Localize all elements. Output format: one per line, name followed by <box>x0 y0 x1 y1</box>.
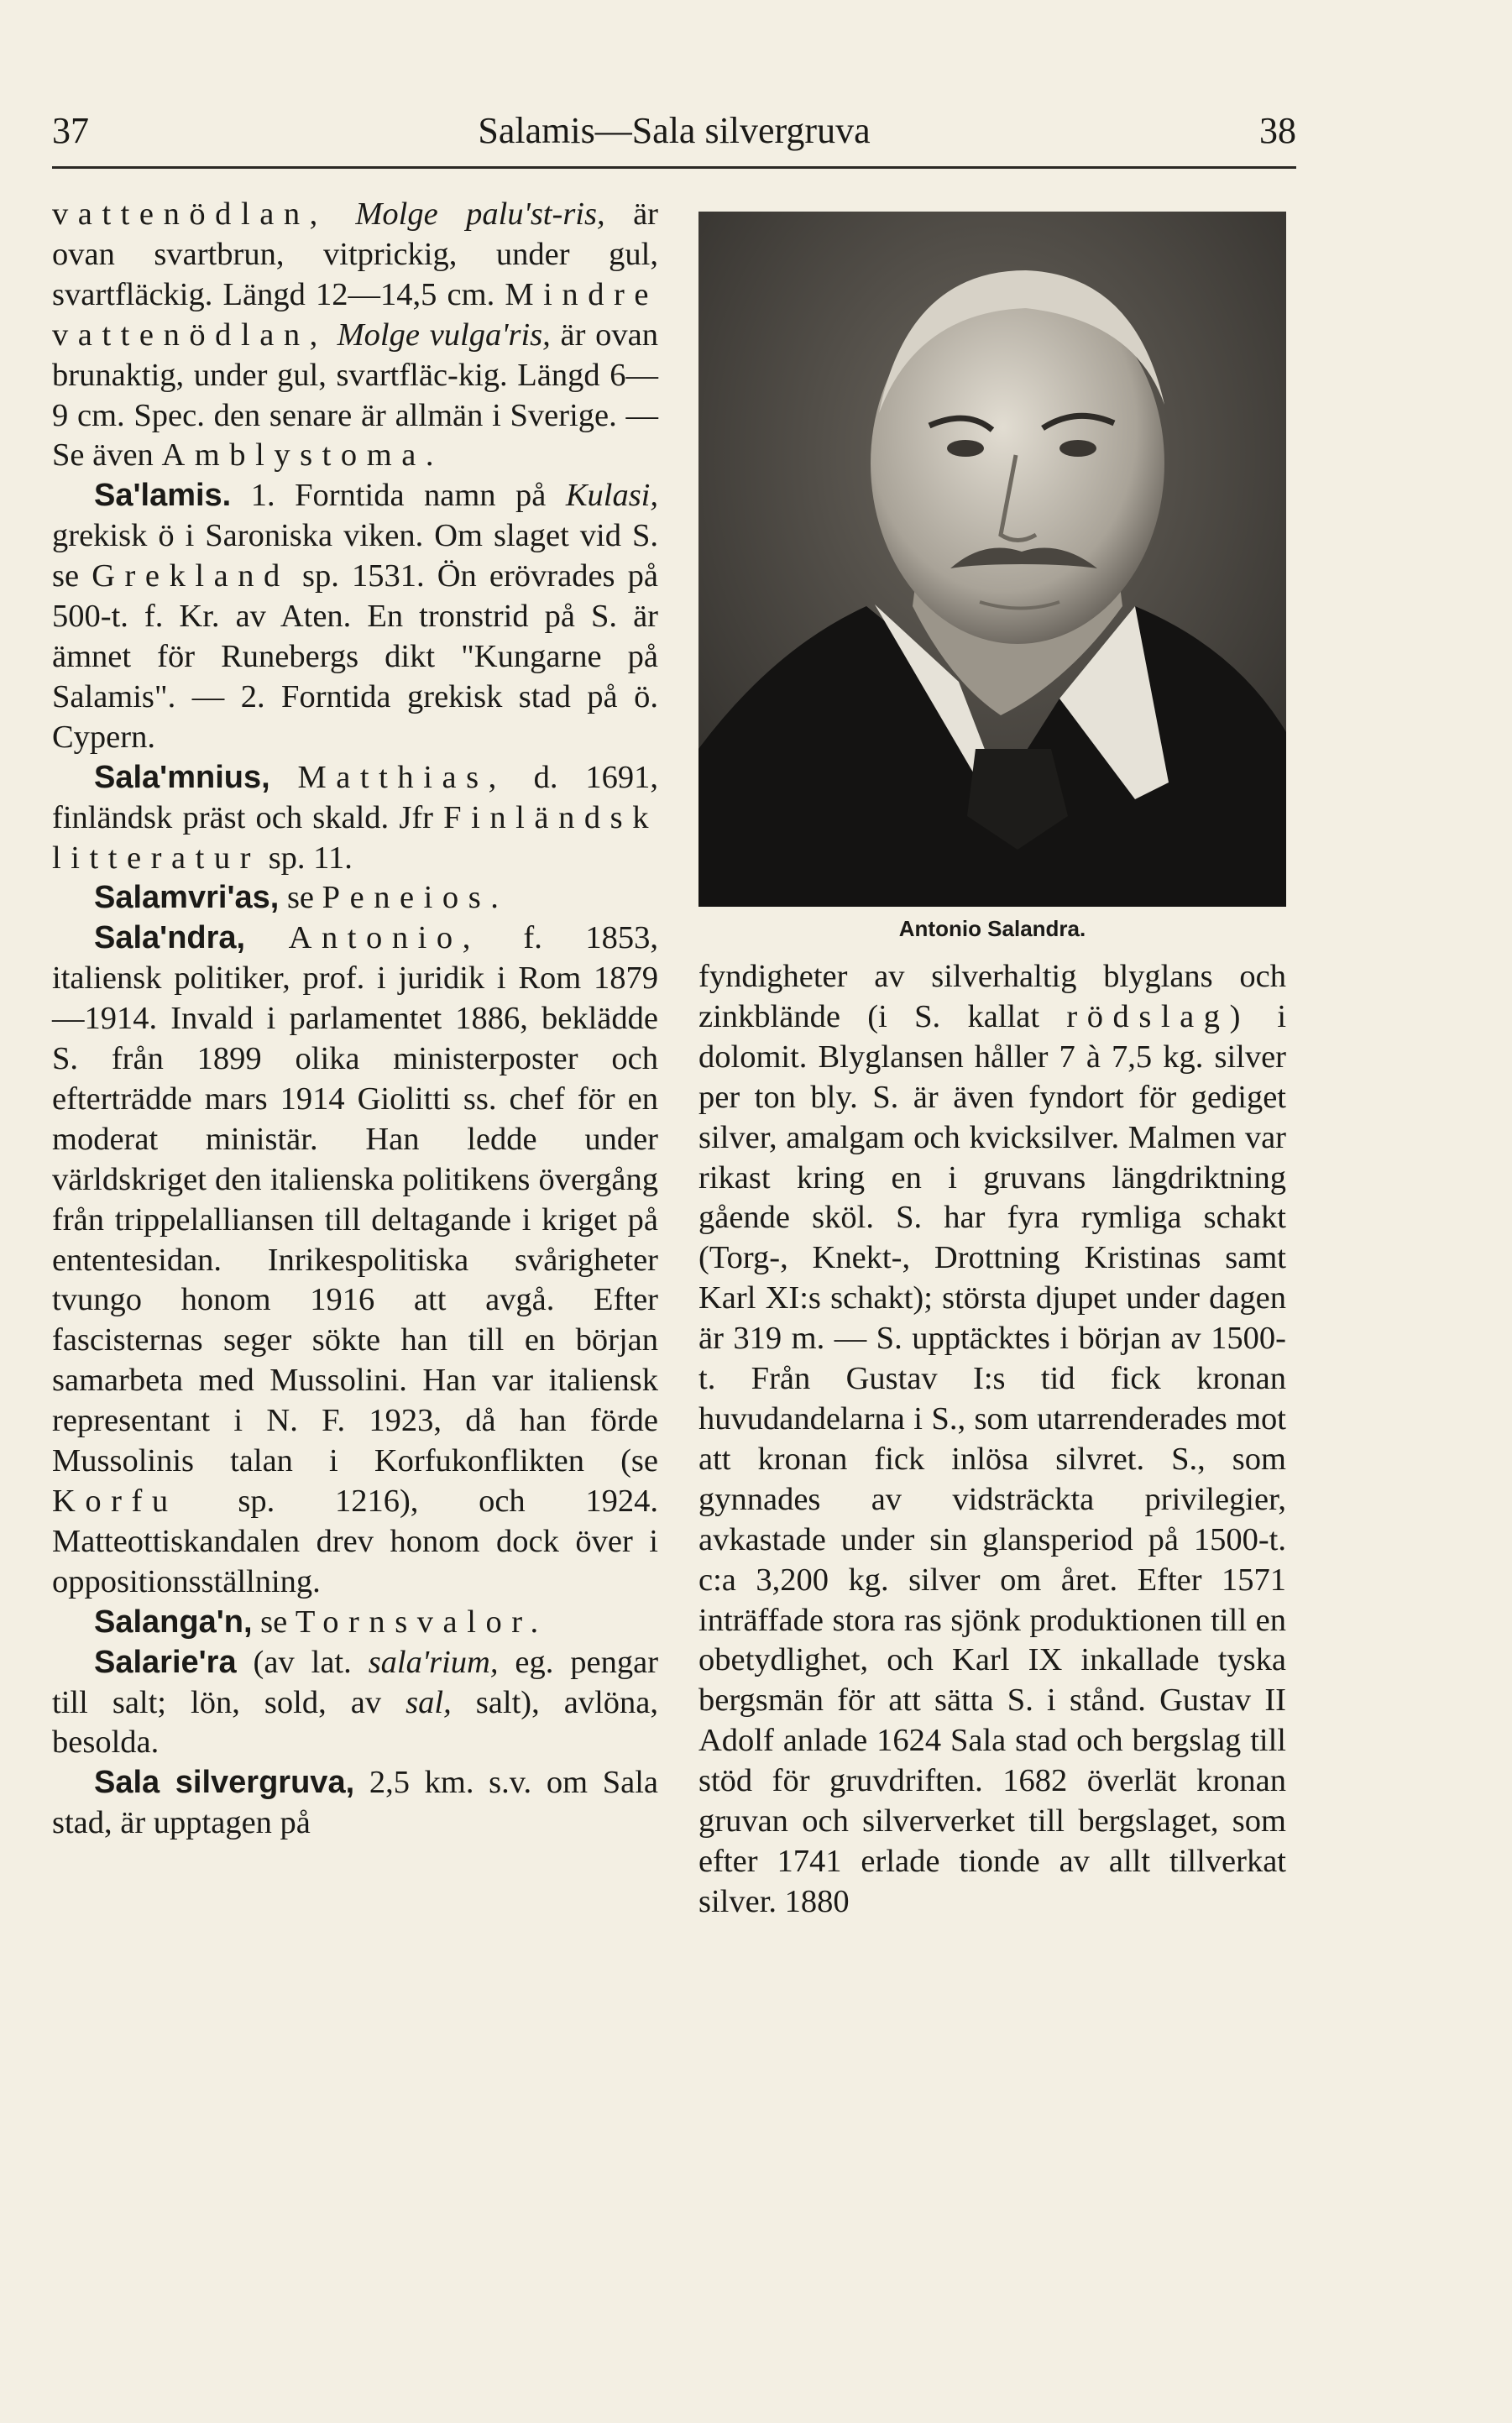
running-title: Salamis—Sala silvergruva <box>478 110 871 151</box>
right-column <box>698 957 1286 1923</box>
running-header <box>52 107 1296 154</box>
entry-sala-silvergruva: Sala silvergruva, 2,5 km. s.v. om Sala stad, är upptagen på <box>52 1765 658 1841</box>
entry-sala-silvergruva-continued: fyndigheter av silverhaltig blyglans och zinkblände (i S. kallat rödslag) i dolomit. Blyglansen håller 7 à 7,5 kg. silver per ton bly. S. är även fyndort för gediget silver, amalgam och kvicksilver. Malmen var rikast kring en i gruvans längdriktning gående sköl. S. har fyra rymliga schakt (Torg-, Knekt-, Drottning Kristinas samt Karl XI:s schakt); största djupet under dagen är 319 m. — S. upptäcktes i början av 1500-t. Från Gustav I:s tid fick kronan huvudandelarna i S., som utarrenderades mot att kronan fick inlösa silvret. S., som gynnades av vidsträckta privilegier, avkastade under sin glansperiod på 1500-t. c:a 3,200 kg. silver om året. Efter 1571 inträffade stora ras sjönk produktionen till en obetydlighet, och Karl IX inkallade tyska bergsmän för att sätta S. i stånd. Gustav II Adolf anlade 1624 Sala stad och bergslag till stöd för gruvdriften. 1682 överlät kronan gruvan och silververket till bergslaget, som efter 1741 erlade tionde av allt tillverkat silver. 1880 <box>698 959 1287 1919</box>
entry-salamnius: Sala'mnius, Matthias, d. 1691, finländsk präst och skald. Jfr Finländsk litteratur sp. 11. <box>52 759 659 876</box>
portrait-photo <box>698 212 1286 907</box>
entry-vattenodla-continued: vattenödlan, Molge palu'st-ris, är ovan svartbrun, vitprickig, under gul, svartfläckig. Längd 12—14,5 cm. Mindre vattenödlan, Molge vulga'ris, är ovan brunaktig, under gul, svartfläc-kig. Längd 6—9 cm. Spec. den senare är allmän i Sverige. — Se även Amblystoma. <box>52 196 659 474</box>
entry-salangan: Salanga'n, se Tornsvalor. <box>94 1604 548 1640</box>
portrait-illustration <box>698 212 1286 907</box>
header-rule <box>52 166 1296 169</box>
entry-salamvrias: Salamvri'as, se Peneios. <box>94 880 509 916</box>
page-number-right: 38 <box>1259 110 1296 151</box>
entry-salamis: Sa'lamis. 1. Forntida namn på Kulasi, grekisk ö i Saroniska viken. Om slaget vid S. se Grekland sp. 1531. Ön erövrades på 500-t. f. Kr. av Aten. En tronstrid på S. är ämnet för Runebergs dikt "Kungarne på Salamis". — 2. Forntida grekisk stad på ö. Cypern. <box>52 478 658 755</box>
entry-salariera: Salarie'ra (av lat. sala'rium, eg. pengar till salt; lön, sold, av sal, salt), avlöna, besolda. <box>52 1644 659 1761</box>
page-number-left: 37 <box>52 110 89 151</box>
entry-salandra: Sala'ndra, Antonio, f. 1853, italiensk politiker, prof. i juridik i Rom 1879—1914. Invald i parlamentet 1886, beklädde S. från 1899 olika ministerposter och efterträdde mars 1914 Giolitti ss. chef för en moderat ministär. Han ledde under världskriget den italienska politikens övergång från trippelalliansen till deltagande i kriget på ententesidan. Inrikespolitiska svårigheter tvungo honom 1916 att avgå. Efter fascisternas seger sökte han till en början samarbeta med Mussolini. Han var italiensk representant i N. F. 1923, då han förde Mussolinis talan i Korfukonflikten (se Korfu sp. 1216), och 1924. Matteottiskandalen drev honom dock över i oppositionsställning. <box>52 920 659 1599</box>
photo-caption: Antonio Salandra. <box>898 916 1086 941</box>
left-column <box>52 195 658 1844</box>
